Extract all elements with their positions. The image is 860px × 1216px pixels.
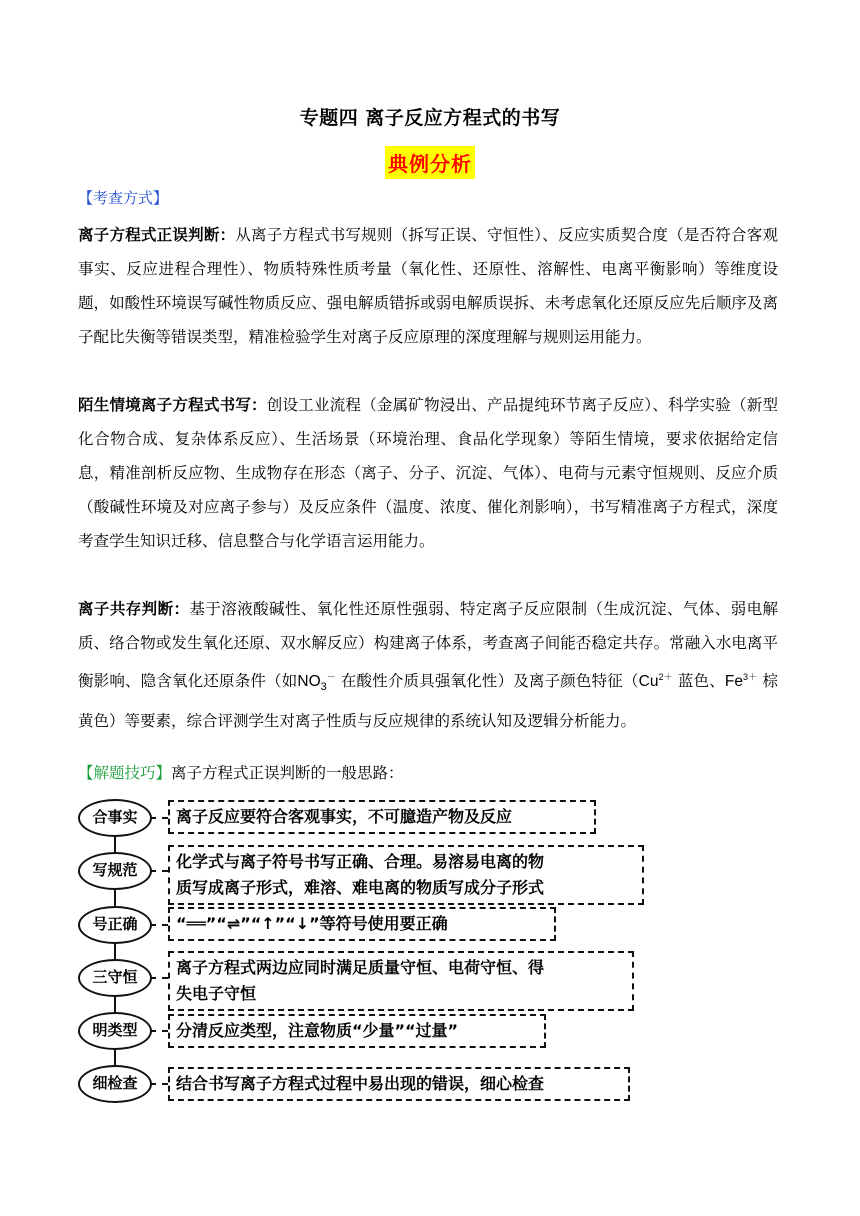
flow-node-conservation: 三守恒 <box>78 959 152 997</box>
flow-connector <box>150 924 168 926</box>
flow-node-norm: 写规范 <box>78 852 152 890</box>
flow-box-fact: 离子反应要符合客观事实，不可臆造产物及反应 <box>168 800 596 834</box>
exam-item-coexistence <box>78 592 778 738</box>
ion-cu: $Cu^{2+}$ <box>638 672 673 690</box>
exam-item-writing <box>78 388 778 558</box>
flow-connector <box>150 1030 168 1032</box>
exam-item-label: 离子共存判断： <box>78 600 190 618</box>
flow-box-line: 质写成离子形式，难溶、难电离的物质写成分子形式 <box>176 878 545 897</box>
exam-item-label: 离子方程式正误判断： <box>78 226 236 244</box>
flow-connector <box>150 977 168 979</box>
tips-line <box>78 758 778 788</box>
flow-connector <box>150 1083 168 1085</box>
flow-box-line: 离子方程式两边应同时满足质量守恒、电荷守恒、得 <box>176 958 545 977</box>
flow-connector <box>150 870 168 872</box>
flow-box-conservation <box>168 951 634 1011</box>
exam-item-label: 陌生情境离子方程式书写： <box>78 396 267 414</box>
flow-box-symbol: “══”“⇌”“↑”“↓”等符号使用要正确 <box>168 907 556 941</box>
page-title: 专题四 离子反应方程式的书写 <box>299 107 561 129</box>
tips-intro: 离子方程式正误判断的一般思路： <box>171 764 404 782</box>
flow-connector <box>150 817 168 819</box>
flow-node-symbol: 号正确 <box>78 906 152 944</box>
exam-item-text: 创设工业流程（金属矿物浸出、产品提纯环节离子反应）、科学实验（新型化合物合成、复杂体系反应）、生活场景（环境治理、食品化学现象）等陌生情境，要求依据给定信息，精准剖析反应物、生成物存在形态（离子、分子、沉淀、气体）、电荷与元素守恒规则、反应介质（酸碱性环境及对应离子参与）及反应条件（温度、浓度、催化剂影响），书写精准离子方程式，深度考查学生知识迁移、信息整合与化学语言运用能力。 <box>78 396 778 550</box>
exam-item-text: 蓝色、 <box>672 672 725 690</box>
page-subtitle: 典例分析 <box>385 146 475 179</box>
flow-box-line: 失电子守恒 <box>176 984 257 1003</box>
ion-fe: $Fe^{3+}$ <box>724 672 758 690</box>
exam-item-text: 从离子方程式书写规则（拆写正误、守恒性）、反应实质契合度（是否符合客观事实、反应进程合理性）、物质特殊性质考量（氧化性、还原性、溶解性、电离平衡影响）等维度设题，如酸性环境误写碱性物质反应、强电解质错拆或弱电解质误拆、未考虑氧化还原反应先后顺序及离子配比失衡等错误类型，精准检验学生对离子反应原理的深度理解与规则运用能力。 <box>78 226 778 346</box>
exam-item-text: 基于溶液酸碱性、氧化性还原性强弱、特定离子反应限制（生成沉淀、气体、弱电解质、络合物或发生氧化还原、双水解反应）构建离子体系，考查离子间能否稳定共存。常融入水电离平衡影响、隐含氧化还原条件（如 <box>78 600 778 690</box>
ion-no3: $NO_3^-$ <box>297 672 336 694</box>
exam-item-text: 在酸性介质具强氧化性）及离子颜色特征（ <box>335 672 639 690</box>
flow-node-type: 明类型 <box>78 1012 152 1050</box>
flow-box-type: 分清反应类型，注意物质“少量”“过量” <box>168 1014 546 1048</box>
flow-box-line: 化学式与离子符号书写正确、合理。易溶易电离的物 <box>176 852 545 871</box>
flow-box-check: 结合书写离子方程式过程中易出现的错误，细心检查 <box>168 1067 630 1101</box>
flow-node-check: 细检查 <box>78 1065 152 1103</box>
tips-section-tag: 【解题技巧】 <box>78 764 172 782</box>
exam-section-tag: 【考查方式】 <box>78 189 169 207</box>
flow-box-norm <box>168 845 644 905</box>
subtitle-wrap <box>0 146 860 179</box>
flow-node-fact: 合事实 <box>78 799 152 837</box>
exam-item-judgment <box>78 218 778 354</box>
exam-item-text: 棕黄色）等要素，综合评测学生对离子性质与反应规律的系统认知及逻辑分析能力。 <box>78 672 778 731</box>
flow-diagram <box>76 796 636 1108</box>
